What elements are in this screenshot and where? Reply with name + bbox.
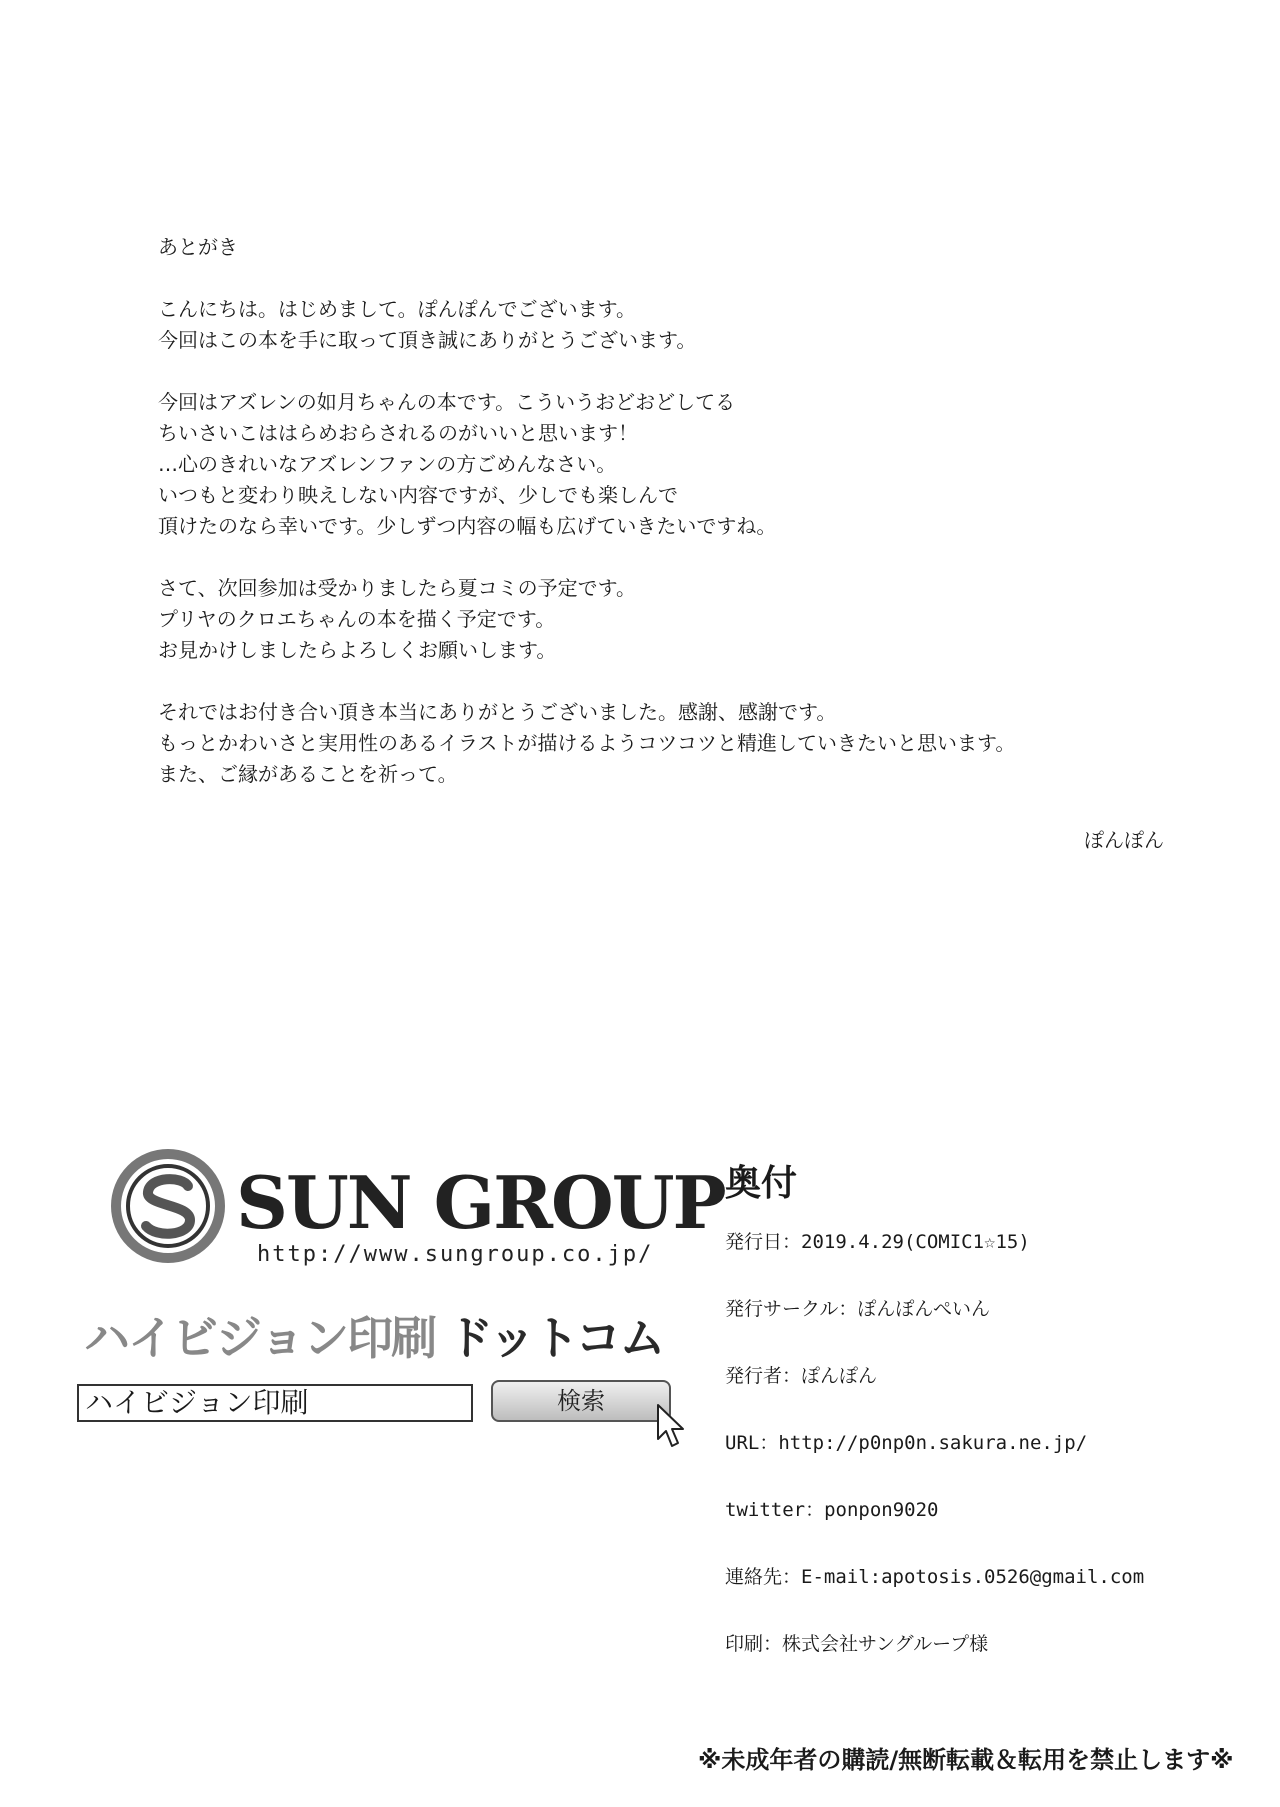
afterword-paragraph bbox=[158, 294, 1158, 356]
text-line: 頂けたのなら幸いです。少しずつ内容の幅も広げていきたいですね。 bbox=[158, 514, 777, 538]
colophon-row: 発行サークル：ぽんぽんぺいん bbox=[725, 1298, 991, 1320]
colophon-rows bbox=[725, 1230, 1245, 1699]
text-line: さて、次回参加は受かりましたら夏コミの予定です。 bbox=[158, 576, 636, 600]
afterword-heading: あとがき bbox=[158, 235, 238, 259]
text-line: …心のきれいなアズレンファンの方ごめんなさい。 bbox=[158, 452, 617, 476]
search-button: 検索 bbox=[491, 1380, 671, 1422]
sun-group-url: http://www.sungroup.co.jp/ bbox=[257, 1242, 654, 1267]
text-line: 今回はこの本を手に取って頂き誠にありがとうございます。 bbox=[158, 328, 697, 352]
service-name-suffix: ドットコム bbox=[447, 1311, 664, 1365]
text-line: また、ご縁があることを祈って。 bbox=[158, 762, 458, 786]
search-input: ハイビジョン印刷 bbox=[77, 1384, 473, 1422]
afterword-signature: ぽんぽん bbox=[1084, 828, 1164, 852]
text-line: プリヤのクロエちゃんの本を描く予定です。 bbox=[158, 607, 556, 631]
afterword-paragraph bbox=[158, 387, 1158, 542]
colophon-row: 印刷：株式会社サングループ様 bbox=[725, 1633, 989, 1655]
afterword-paragraph bbox=[158, 573, 1158, 666]
copyright-notice: ※未成年者の購読/無断転載＆転用を禁止します※ bbox=[698, 1746, 1234, 1774]
afterword-paragraph bbox=[158, 697, 1158, 790]
sun-group-logo-icon bbox=[110, 1148, 226, 1264]
text-line: こんにちは。はじめまして。ぽんぽんでございます。 bbox=[158, 297, 636, 321]
colophon-row: 連絡先：E-mail:apotosis.0526@gmail.com bbox=[725, 1566, 1145, 1588]
text-line: もっとかわいさと実用性のあるイラストが描けるようコツコツと精進していきたいと思います。 bbox=[158, 731, 1016, 755]
text-line: お見かけしましたらよろしくお願いします。 bbox=[158, 638, 557, 662]
service-name bbox=[84, 1302, 663, 1368]
text-line: いつもと変わり映えしない内容ですが、少しでも楽しんで bbox=[158, 483, 678, 507]
mouse-pointer-icon bbox=[656, 1403, 686, 1449]
sun-group-logo-text: SUN GROUP bbox=[236, 1160, 725, 1245]
afterword bbox=[158, 232, 1158, 821]
text-line: ちいさいこははらめおらされるのがいいと思います！ bbox=[158, 421, 638, 445]
service-name-main: ハイビジョン印刷 bbox=[84, 1311, 436, 1365]
printer-advertisement bbox=[72, 1140, 725, 1490]
colophon-row: 発行者：ぽんぽん bbox=[725, 1365, 878, 1387]
colophon bbox=[725, 1158, 1245, 1699]
text-line: それではお付き合い頂き本当にありがとうございました。感謝、感謝です。 bbox=[158, 700, 837, 724]
colophon-row: twitter：ponpon9020 bbox=[725, 1499, 939, 1521]
text-line: 今回はアズレンの如月ちゃんの本です。こういうおどおどしてる bbox=[158, 390, 736, 414]
colophon-title: 奥付 bbox=[725, 1163, 798, 1204]
colophon-row: URL：http://p0np0n.sakura.ne.jp/ bbox=[725, 1432, 1088, 1454]
colophon-row: 発行日：2019.4.29(COMIC1☆15) bbox=[725, 1231, 1030, 1253]
